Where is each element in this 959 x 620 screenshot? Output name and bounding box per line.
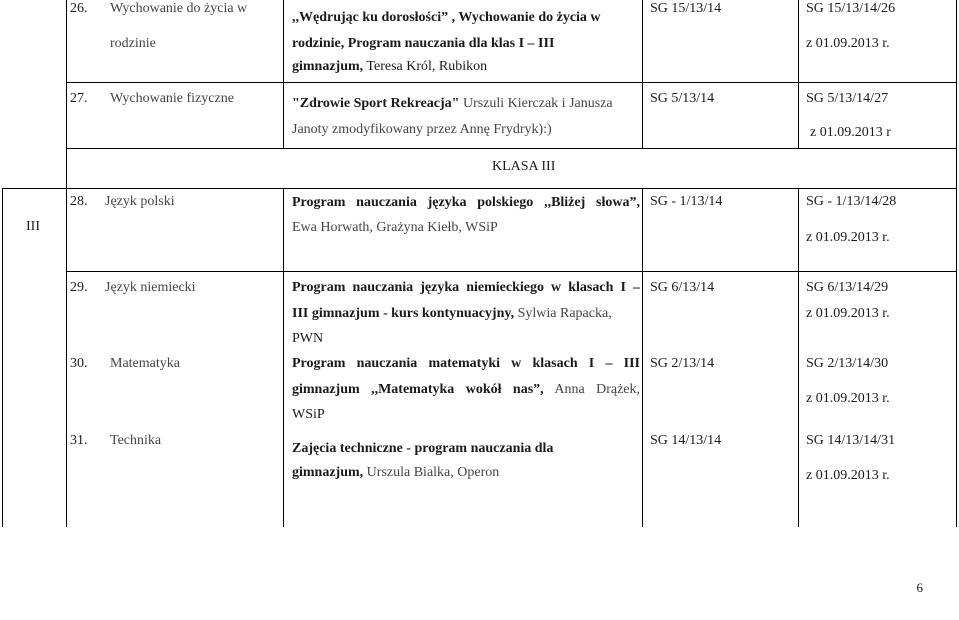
program-line: Janoty zmodyfikowany przez Annę Frydryk):) (292, 122, 552, 137)
sg-registration: SG 15/13/14/26 (806, 1, 896, 16)
sg-registration: SG 14/13/14/31 (806, 433, 896, 448)
subject-line: Wychowanie do życia w (110, 1, 248, 16)
program-line (292, 9, 601, 27)
approval-date: z 01.09.2013 r. (806, 230, 890, 245)
row-number: 31. (70, 433, 88, 448)
program-line: Ewa Horwath, Grażyna Kiełb, WSiP (292, 220, 498, 235)
page-number: 6 (916, 580, 923, 595)
program-normal: Teresa Król, Rubikon (363, 59, 488, 74)
sg-registration: SG 2/13/14/30 (806, 356, 889, 371)
subject-line: Technika (110, 433, 162, 448)
program-bold: Zajęcia techniczne - program nauczania dla (292, 441, 554, 456)
program-bold: rodzinie, Program nauczania dla klas I – III (292, 36, 555, 51)
column-divider-subject (283, 0, 284, 148)
program-line (292, 95, 613, 113)
table-right-border (956, 0, 957, 527)
row-divider-26-27 (66, 82, 957, 83)
program-normal: Anna Drążek, (543, 382, 640, 397)
column-divider-sg-lower (798, 188, 799, 527)
program-line (292, 58, 487, 76)
sg-registration: SG - 1/13/14/28 (806, 194, 897, 209)
column-divider-program (642, 0, 643, 148)
approval-date: z 01.09.2013 r. (806, 391, 890, 406)
class-column-left-border (2, 188, 3, 527)
row-number: 30. (70, 356, 88, 371)
sg-number: SG - 1/13/14 (650, 194, 723, 209)
sg-number: SG 15/13/14 (650, 1, 722, 16)
program-line (292, 381, 640, 399)
program-bold: "Zdrowie Sport Rekreacja" (292, 96, 460, 111)
approval-date: z 01.09.2013 r. (806, 36, 890, 51)
approval-date: z 01.09.2013 r. (806, 306, 890, 321)
program-line: PWN (292, 331, 324, 346)
row-divider-heading-top (66, 148, 957, 149)
row-number: 29. (70, 280, 88, 295)
program-line (292, 35, 554, 53)
column-divider-sg (798, 0, 799, 148)
program-bold: gimnazjum ,,Matematyka wokół nas”, (292, 382, 544, 397)
program-line (292, 355, 640, 373)
subject-line: rodzinie (110, 36, 156, 51)
sg-number: SG 14/13/14 (650, 433, 722, 448)
program-line (292, 305, 612, 323)
program-line: WSiP (292, 407, 325, 422)
subject-line: Matematyka (110, 356, 180, 371)
program-line (292, 279, 640, 297)
program-bold: gimnazjum, (292, 465, 364, 480)
sg-registration: SG 6/13/14/29 (806, 280, 889, 295)
section-heading: KLASA III (492, 159, 556, 174)
class-label: III (26, 219, 40, 234)
program-bold: gimnazjum, (292, 59, 364, 74)
column-divider-subject-lower (283, 188, 284, 527)
program-bold: Program nauczania matematyki w klasach I – III (292, 356, 640, 371)
program-bold: Program nauczania języka niemieckiego w klasach I – (292, 280, 640, 295)
row-number: 28. (70, 194, 88, 209)
approval-date: z 01.09.2013 r. (806, 468, 890, 483)
sg-number: SG 6/13/14 (650, 280, 715, 295)
column-divider-program-lower (642, 188, 643, 527)
row-number: 26. (70, 1, 88, 16)
program-normal: Sylwia Rapacka, (514, 306, 612, 321)
subject-line: Język niemiecki (105, 280, 196, 295)
program-normal: Urszula Bialka, Operon (363, 465, 500, 480)
sg-number: SG 2/13/14 (650, 356, 715, 371)
subject-line: Wychowanie fizyczne (110, 91, 234, 106)
subject-line: Język polski (105, 194, 175, 209)
program-bold: III gimnazjum - kurs kontynuacyjny, (292, 306, 515, 321)
program-bold: Program nauczania języka polskiego ,,Bliżej słowa”, (292, 195, 640, 210)
program-bold: ,,Wędrując ku dorosłości” , Wychowanie do życia w (292, 10, 601, 25)
sg-registration: SG 5/13/14/27 (806, 91, 889, 106)
table-left-border (66, 0, 67, 527)
program-normal: Urszuli Kierczak i Janusza (459, 96, 613, 111)
sg-number: SG 5/13/14 (650, 91, 715, 106)
approval-date: z 01.09.2013 r (810, 125, 891, 140)
row-divider-heading-bottom (2, 188, 957, 189)
program-line (292, 440, 553, 458)
program-line (292, 194, 640, 212)
row-divider-28-29 (66, 271, 957, 272)
program-line (292, 464, 499, 482)
row-number: 27. (70, 91, 88, 106)
